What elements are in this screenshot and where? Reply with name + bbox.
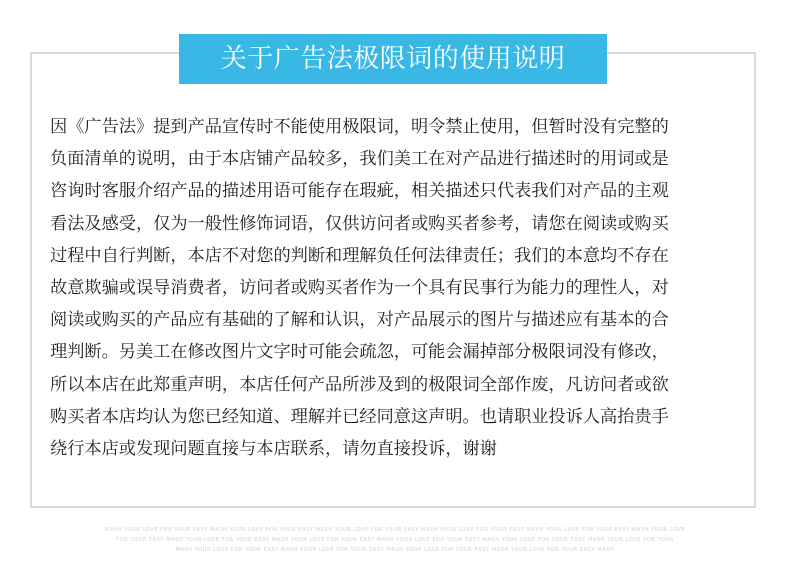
page-title: 关于广告法极限词的使用说明 <box>220 44 566 74</box>
paragraph-line: 因《广告法》提到产品宣传时不能使用极限词，明令禁止使用，但暂时没有完整的 <box>50 117 669 137</box>
paragraph-line: 理判断。另美工在修改图片文字时可能会疏忽，可能会漏掉部分极限词没有修改， <box>50 342 669 363</box>
watermark-line: MASH YOUR LOVE FOR YOUR EASY MASH YOUR LOVE FOR YOUR EASY MASH YOUR LOVE FOR YOUR EASY MASH YOUR LOVE FOR YOUR EASY MASH <box>175 547 615 553</box>
paragraph-line: 咨询时客服介绍产品的描述用语可能存在瑕疵，相关描述只代表我们对产品的主观 <box>50 181 669 202</box>
footer-watermark <box>0 525 790 555</box>
paragraph-line: 看法及感受，仅为一般性修饰词语，仅供访问者或购买者参考，请您在阅读或购买 <box>50 213 669 234</box>
notice-paragraph <box>50 111 750 465</box>
paragraph-line: 购买者本店均认为您已经知道、理解并已经同意这声明。也请职业投诉人高抬贵手 <box>50 406 669 427</box>
paragraph-line: 故意欺骗或误导消费者，访问者或购买者作为一个具有民事行为能力的理性人，对 <box>50 278 669 299</box>
paragraph-line: 过程中自行判断，本店不对您的判断和理解负任何法律责任；我们的本意均不存在 <box>50 245 669 266</box>
paragraph-line: 负面清单的说明，由于本店铺产品较多，我们美工在对产品进行描述时的用词或是 <box>50 149 669 170</box>
watermark-line: MASH YOUR LOVE FOR YOUR EASY MASH YOUR LOVE FOR YOUR EASY MASH YOUR LOVE FOR YOUR EASY MASH YOUR LOVE FOR YOUR EASY MASH YOUR LOVE FOR YOUR EASY MASH YOUR LOVE <box>104 527 686 533</box>
title-banner <box>179 34 607 84</box>
paragraph-line: 所以本店在此郑重声明，本店任何产品所涉及到的极限词全部作废，凡访问者或欲 <box>50 374 669 395</box>
paragraph-line: 阅读或购买的产品应有基础的了解和认识，对产品展示的图片与描述应有基本的合 <box>50 310 669 331</box>
paragraph-line: 绕行本店或发现问题直接与本店联系，请勿直接投诉，谢谢 <box>50 439 497 460</box>
watermark-line: FOR YOUR EASY MASH YOUR LOVE FOR YOUR EASY MASH YOUR LOVE FOR YOUR EASY MASH YOUR LOVE FOR YOUR EASY MASH YOUR LOVE FOR YOUR EASY MASH YOUR LOVE FOR YOUR <box>116 537 674 543</box>
